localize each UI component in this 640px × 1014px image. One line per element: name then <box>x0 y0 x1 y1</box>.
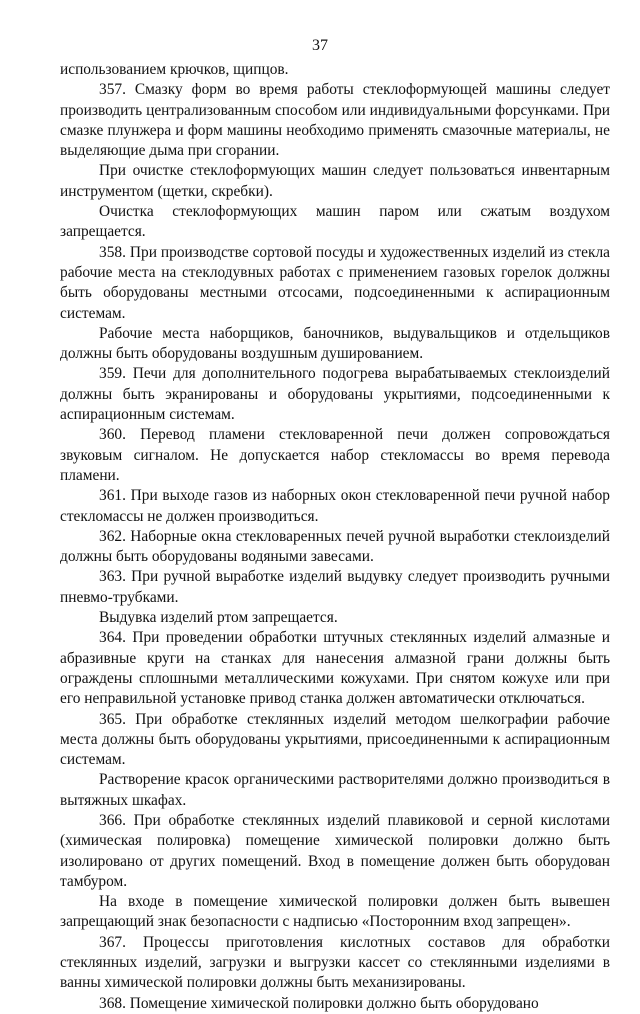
paragraph-machine-cleaning-tools: При очистке стеклоформующих машин следует пользоваться инвентарным инструментом (щетки, скребки). <box>60 162 610 200</box>
paragraph-mouth-blowing-prohibition: Выдувка изделий ртом запрещается. <box>99 609 338 627</box>
paragraph-365: 365. При обработке стеклянных изделий методом шелкографии рабочие места должны быть оборудованы укрытиями, присоединенными к аспирационным системам. <box>60 710 610 769</box>
paragraph-366: 366. При обработке стеклянных изделий плавиковой и серной кислотами (химическая полировка) помещение химической полировки должно быть изолировано от других помещений. Вход в помещение должен быть оборудован тамбуром. <box>60 811 610 890</box>
paragraph-363: 363. При ручной выработке изделий выдувку следует производить ручными пневмо-трубками. <box>60 568 610 606</box>
page-number: 37 <box>312 37 328 54</box>
paragraph-air-showering: Рабочие места наборщиков, баночников, выдувальщиков и отдельщиков должны быть оборудованы воздушным душированием. <box>60 324 610 363</box>
paragraph-368: 368. Помещение химической полировки должно быть оборудовано <box>99 994 539 1012</box>
paragraph-362: 362. Наборные окна стекловаренных печей ручной выработки стеклоизделий должны быть оборудованы водяными завесами. <box>60 527 610 566</box>
paragraph-safety-sign: На входе в помещение химической полировки должен быть вывешен запрещающий знак безопасности с надписью «Посторонним вход запрещен». <box>60 893 610 931</box>
paragraph-357: 357. Смазку форм во время работы стеклоформующей машины следует производить централизованным способом или индивидуальными форсунками. При смазке плунжера и форм машины необходимо применять смазочные материалы, не выделяющие дыма при сгорании. <box>60 81 610 160</box>
paragraph-364: 364. При проведении обработки штучных стеклянных изделий алмазные и абразивные круги на станках для нанесения алмазной грани должны быть ограждены сплошными металлическими кожухами. При снятом кожухе или при его неправильной установке привод станка должен автоматически отключаться. <box>60 629 610 708</box>
paragraph-361: 361. При выходе газов из наборных окон стекловаренной печи ручной набор стекломассы не должен производиться. <box>60 487 610 525</box>
paragraph-359: 359. Печи для дополнительного подогрева вырабатываемых стеклоизделий должны быть экранированы и оборудованы укрытиями, подсоединенными к аспирационным системам. <box>60 365 610 424</box>
paragraph-367: 367. Процессы приготовления кислотных составов для обработки стеклянных изделий, загрузки и выгрузки кассет со стеклянными изделиями в ванны химической полировки должны быть механизированы. <box>60 933 610 992</box>
paragraph-cleaning-prohibition: Очистка стеклоформующих машин паром или сжатым воздухом запрещается. <box>60 203 610 241</box>
paragraph-360: 360. Перевод пламени стекловаренной печи должен сопровождаться звуковым сигналом. Не допускается набор стекломассы во время перевода пламени. <box>60 426 610 484</box>
paragraph-continuation: использованием крючков, щипцов. <box>60 61 289 78</box>
paragraph-358: 358. При производстве сортовой посуды и художественных изделий из стекла рабочие места на стеклодувных работах с применением газовых горелок должны быть оборудованы местными отсосами, подсоединенными к аспирационным системам. <box>60 243 610 322</box>
document-body <box>60 60 610 1014</box>
paragraph-paint-dissolving: Растворение красок органическими растворителями должно производиться в вытяжных шкафах. <box>60 771 610 809</box>
